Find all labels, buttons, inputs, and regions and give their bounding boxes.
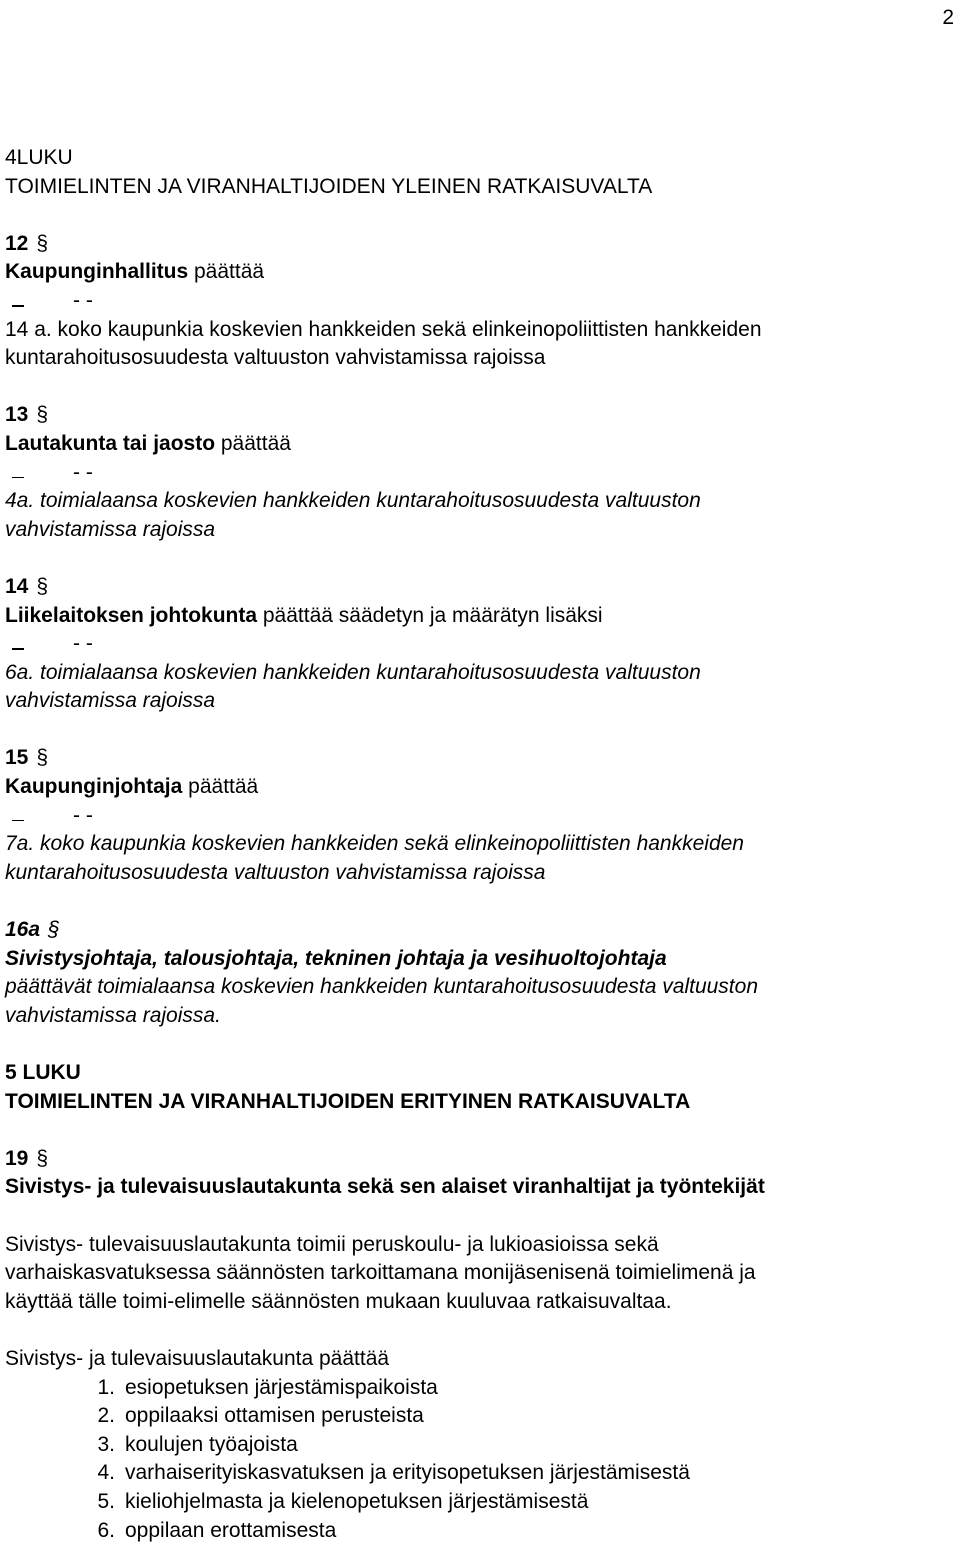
section-16a-subject: Sivistysjohtaja, talousjohtaja, tekninen johtaja ja vesihuoltojohtaja — [5, 945, 955, 974]
section-14-ellipsis: - - — [5, 630, 955, 659]
section-14-line-2: vahvistamissa rajoissa — [5, 687, 955, 716]
section-16a-heading: 16a § — [5, 916, 955, 945]
section-19-intro: Sivistys- ja tulevaisuuslautakunta päättää — [5, 1345, 955, 1374]
section-12-subject: Kaupunginhallitus päättää — [5, 258, 955, 287]
section-16a-line-2: vahvistamissa rajoissa. — [5, 1002, 955, 1031]
list-item: 3. koulujen työajoista — [5, 1431, 955, 1460]
section-15-line-1: 7a. koko kaupunkia koskevien hankkeiden sekä elinkeinopoliittisten hankkeiden — [5, 830, 955, 859]
chapter-5-label: 5 LUKU — [5, 1059, 955, 1088]
section-15-heading: 15 § — [5, 744, 955, 773]
section-19-para-line-2: varhaiskasvatuksessa säännösten tarkoittamana monijäsenisenä toimielimenä ja — [5, 1259, 955, 1288]
section-13-subject: Lautakunta tai jaosto päättää — [5, 430, 955, 459]
section-sign-icon: § — [34, 744, 50, 773]
section-12-ellipsis: - - — [5, 287, 955, 316]
dash-mark — [12, 820, 24, 822]
section-sign-icon: § — [34, 401, 50, 430]
list-item: 5. kieliohjelmasta ja kielenopetuksen järjestämisestä — [5, 1488, 955, 1517]
section-sign-icon: § — [34, 1145, 50, 1174]
section-15-ellipsis: - - — [5, 802, 955, 831]
list-item: 4. varhaiserityiskasvatuksen ja erityisopetuksen järjestämisestä — [5, 1459, 955, 1488]
dash-mark — [12, 648, 24, 650]
section-14-subject: Liikelaitoksen johtokunta päättää säädetyn ja määrätyn lisäksi — [5, 602, 955, 631]
section-sign-icon: § — [34, 573, 50, 602]
chapter-4-label: 4LUKU — [5, 144, 955, 173]
section-15-subject: Kaupunginjohtaja päättää — [5, 773, 955, 802]
section-14-heading: 14 § — [5, 573, 955, 602]
section-12-line-1: 14 a. koko kaupunkia koskevien hankkeiden sekä elinkeinopoliittisten hankkeiden — [5, 316, 955, 345]
section-19-para-line-1: Sivistys- tulevaisuuslautakunta toimii peruskoulu- ja lukioasioissa sekä — [5, 1231, 955, 1260]
section-19-subject: Sivistys- ja tulevaisuuslautakunta sekä sen alaiset viranhaltijat ja työntekijät — [5, 1173, 955, 1202]
page-number: 2 — [942, 4, 954, 32]
section-14-line-1: 6a. toimialaansa koskevien hankkeiden kuntarahoitusosuudesta valtuuston — [5, 659, 955, 688]
section-13-ellipsis: - - — [5, 459, 955, 488]
section-sign-icon: § — [46, 916, 62, 945]
decision-list — [5, 1374, 955, 1545]
section-19-para-line-3: käyttää tälle toimi-elimelle säännösten mukaan kuuluvaa ratkaisuvaltaa. — [5, 1288, 955, 1317]
dash-mark — [12, 477, 24, 479]
list-item: 1. esiopetuksen järjestämispaikoista — [5, 1374, 955, 1403]
dash-mark — [12, 305, 24, 307]
document-body — [5, 144, 955, 1545]
section-19-heading: 19 § — [5, 1145, 955, 1174]
section-12-heading: 12 § — [5, 230, 955, 259]
list-item: 2. oppilaaksi ottamisen perusteista — [5, 1402, 955, 1431]
section-13-line-1: 4a. toimialaansa koskevien hankkeiden kuntarahoitusosuudesta valtuuston — [5, 487, 955, 516]
section-16a-line-1: päättävät toimialaansa koskevien hankkeiden kuntarahoitusosuudesta valtuuston — [5, 973, 955, 1002]
chapter-5-title: TOIMIELINTEN JA VIRANHALTIJOIDEN ERITYINEN RATKAISUVALTA — [5, 1088, 955, 1117]
section-sign-icon: § — [34, 230, 50, 259]
section-13-heading: 13 § — [5, 401, 955, 430]
section-12-line-2: kuntarahoitusosuudesta valtuuston vahvistamissa rajoissa — [5, 344, 955, 373]
chapter-4-title: TOIMIELINTEN JA VIRANHALTIJOIDEN YLEINEN RATKAISUVALTA — [5, 173, 955, 202]
section-13-line-2: vahvistamissa rajoissa — [5, 516, 955, 545]
list-item: 6. oppilaan erottamisesta — [5, 1517, 955, 1545]
section-15-line-2: kuntarahoitusosuudesta valtuuston vahvistamissa rajoissa — [5, 859, 955, 888]
